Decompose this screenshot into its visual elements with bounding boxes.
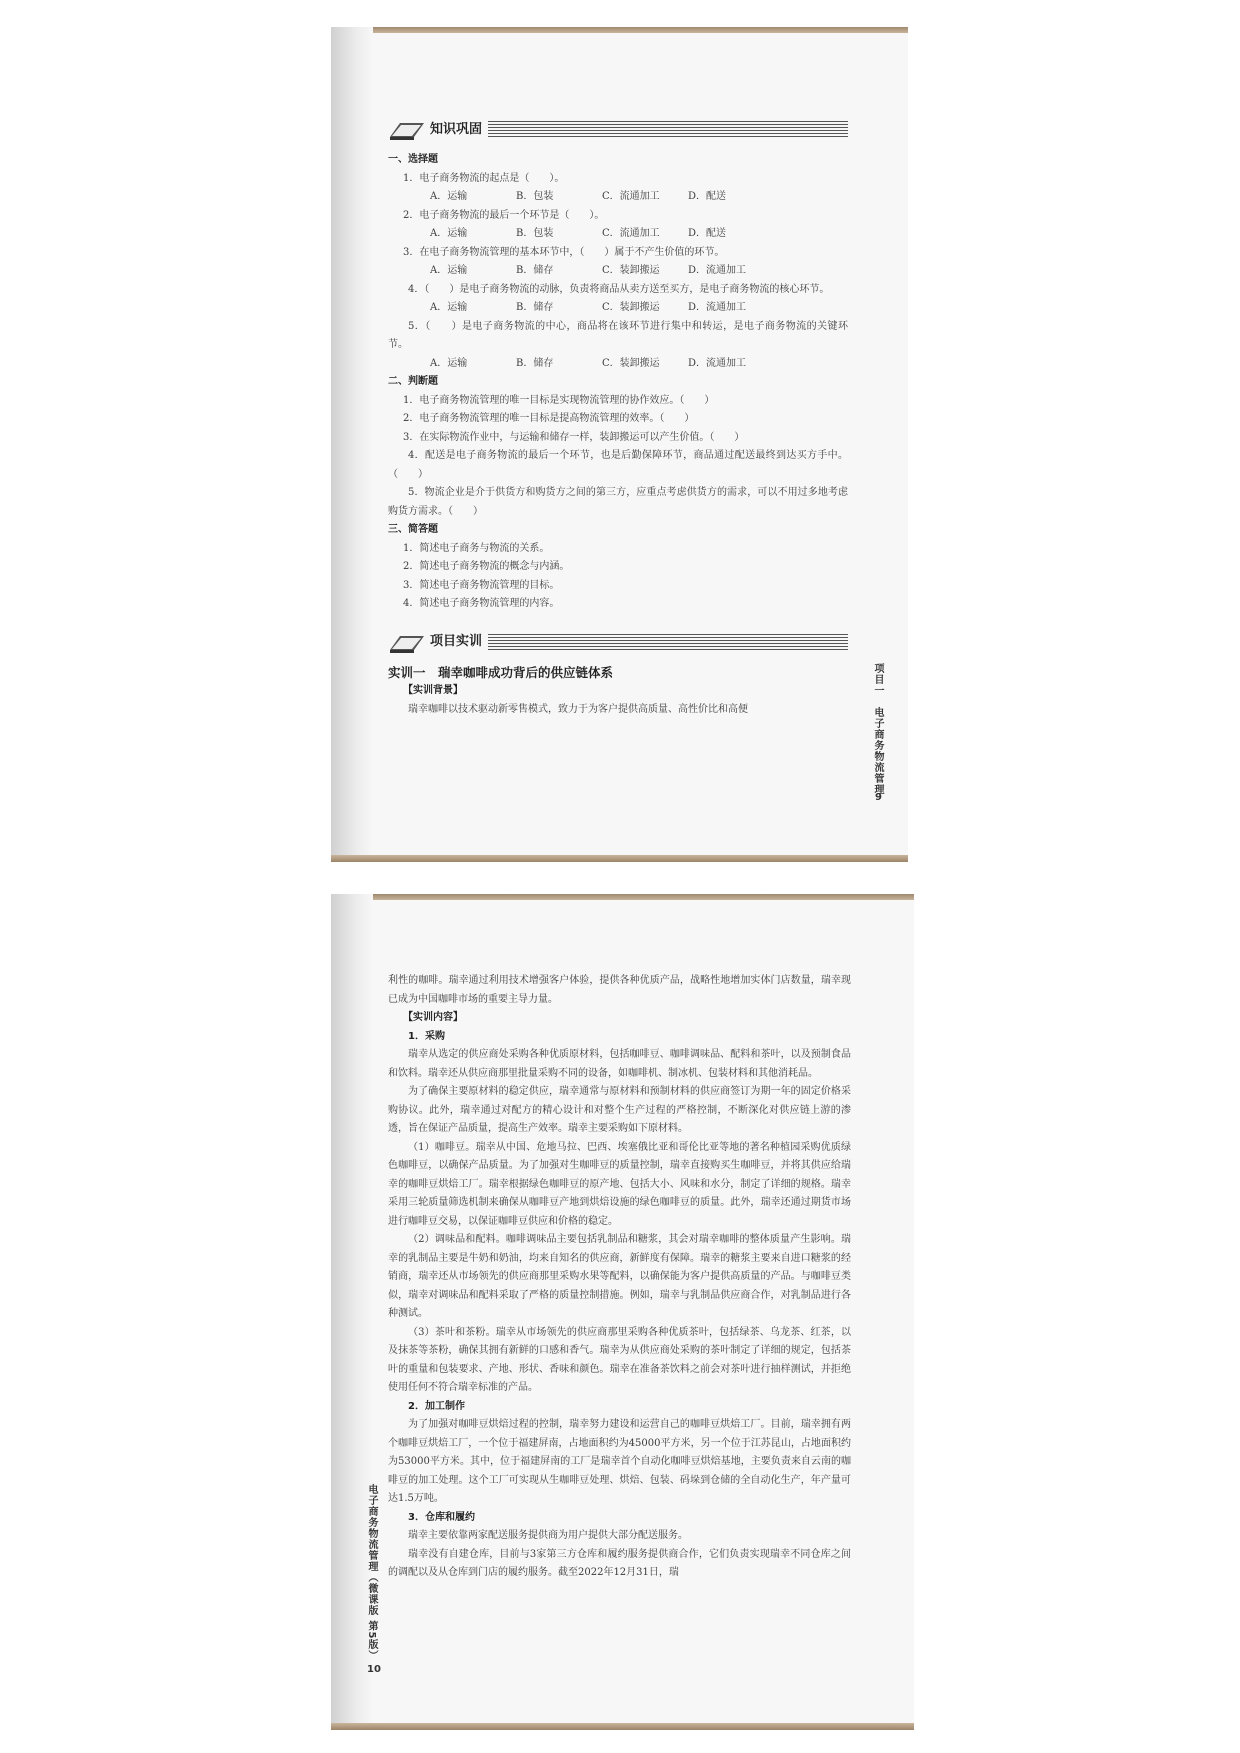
option: B．储存 xyxy=(516,302,554,313)
tf-question-4: 4．配送是电子商务物流的最后一个环节，也是后勤保障环节，商品通过配送最终到达买方手中。（ ） xyxy=(388,450,848,480)
option: B．包装 xyxy=(516,228,554,239)
page-spine-shadow xyxy=(331,27,373,862)
option: A．运输 xyxy=(430,302,468,313)
option: C．装卸搬运 xyxy=(602,357,660,369)
wood-edge-bottom xyxy=(331,1723,914,1730)
background-text: 瑞幸咖啡以技术驱动新零售模式，致力于为客户提供高质量、高性价比和高便 xyxy=(408,703,748,715)
wood-edge-top xyxy=(331,894,914,900)
option: C．流通加工 xyxy=(602,191,660,202)
option: D．流通加工 xyxy=(688,302,747,313)
running-header-chapter: 项目一 电子商务物流管理 xyxy=(872,663,883,795)
paragraph: 为了加强对咖啡豆烘焙过程的控制，瑞幸努力建设和运营自己的咖啡豆烘焙工厂。目前，瑞幸拥有两个咖啡豆烘焙工厂，一个位于福建屏南，占地面积约为45000平方米，另一个位于江苏昆山，占地面积约为53000平方米。其中，位于福建屏南的工厂是瑞幸首个自动化咖啡豆烘焙基地，主要负责来自云南的咖啡豆的加工处理。这个工厂可实现从生咖啡豆处理、烘焙、包装、码垛到仓储的全自动化生产，年产量可达1.5万吨。 xyxy=(388,1419,851,1504)
question-5: 5．（ ）是电子商务物流的中心，商品将在该环节进行集中和转运，是电子商务物流的关键环节。 xyxy=(388,320,848,350)
option: B．储存 xyxy=(516,357,554,369)
option: C．装卸搬运 xyxy=(602,265,660,276)
short-answer-2: 2．简述电子商务物流的概念与内涵。 xyxy=(403,561,570,572)
option: B．储存 xyxy=(516,265,554,276)
book-icon xyxy=(388,119,426,141)
page-number: 10 xyxy=(367,1664,381,1675)
book-icon xyxy=(388,632,426,654)
wood-edge-bottom xyxy=(331,855,908,862)
paragraph: 瑞幸从选定的供应商处采购各种优质原材料，包括咖啡豆、咖啡调味品、配料和茶叶，以及预制食品和饮料。瑞幸还从供应商那里批量采购不同的设备，如咖啡机、制冰机、包装材料和其他消耗品。 xyxy=(388,1049,851,1079)
option: D．流通加工 xyxy=(688,357,747,369)
tf-question-3: 3．在实际物流作业中，与运输和储存一样，装卸搬运可以产生价值。（ ） xyxy=(403,431,745,443)
heading-warehouse: 3．仓库和履约 xyxy=(408,1511,475,1523)
book-page-9 xyxy=(331,27,908,862)
option: C．流通加工 xyxy=(602,228,660,239)
training-heading: 项目实训 xyxy=(430,634,483,650)
question-4: 4．（ ）是电子商务物流的动脉，负责将商品从卖方送至买方，是电子商务物流的核心环节。 xyxy=(408,283,830,295)
heading-processing: 2．加工制作 xyxy=(408,1400,465,1412)
question-1: 1．电子商务物流的起点是（ ）。 xyxy=(403,172,565,184)
paragraph-coffee-beans: （1）咖啡豆。瑞幸从中国、危地马拉、巴西、埃塞俄比亚和哥伦比亚等地的著名种植园采购优质绿色咖啡豆，以确保产品质量。为了加强对生咖啡豆的质量控制，瑞幸直接购买生咖啡豆，并将其供应给瑞幸的咖啡豆烘焙工厂。瑞幸根据绿色咖啡豆的原产地、包括大小、风味和水分，制定了详细的规格。瑞幸采用三轮质量筛选机制来确保从咖啡豆产地到烘焙设施的绿色咖啡豆的质量。此外，瑞幸还通过期货市场进行咖啡豆交易，以保证咖啡豆供应和价格的稳定。 xyxy=(388,1141,851,1227)
option: A．运输 xyxy=(430,265,468,276)
question-5-options xyxy=(388,355,848,374)
page-10-body xyxy=(388,972,851,1583)
question-2-options xyxy=(388,225,848,244)
question-3: 3．在电子商务物流管理的基本环节中，（ ）属于不产生价值的环节。 xyxy=(403,246,725,258)
question-3-options xyxy=(388,262,848,281)
question-2: 2．电子商务物流的最后一个环节是（ ）。 xyxy=(403,209,605,221)
book-page-10 xyxy=(331,894,914,1730)
option: D．配送 xyxy=(688,191,727,202)
question-4-options xyxy=(388,299,848,318)
paragraph-tea: （3）茶叶和茶粉。瑞幸从市场领先的供应商那里采购各种优质茶叶，包括绿茶、乌龙茶、红茶，以及抹茶等茶粉，确保其拥有新鲜的口感和香气。瑞幸为从供应商处采购的茶叶制定了详细的规定，包括茶叶的重量和包装要求、产地、形状、香味和颜色。瑞幸在准备茶饮料之前会对茶叶进行抽样测试，并拒绝使用任何不符合瑞幸标准的产品。 xyxy=(388,1326,851,1393)
option: C．装卸搬运 xyxy=(602,302,660,313)
option: A．运输 xyxy=(430,357,468,369)
option: A．运输 xyxy=(430,228,468,239)
section-title-short-answer: 三、简答题 xyxy=(388,524,438,535)
tf-question-5: 5．物流企业是介于供货方和购货方之间的第三方，应重点考虑供货方的需求，可以不用过多地考虑购货方需求。（ ） xyxy=(388,487,848,517)
page-number: 9 xyxy=(875,792,882,803)
short-answer-3: 3．简述电子商务物流管理的目标。 xyxy=(403,579,560,591)
short-answer-1: 1．简述电子商务与物流的关系。 xyxy=(403,542,550,554)
wood-edge-top xyxy=(331,27,908,33)
short-answer-4: 4．简述电子商务物流管理的内容。 xyxy=(403,598,560,609)
heading-procurement: 1．采购 xyxy=(408,1030,445,1042)
section-title-true-false: 二、判断题 xyxy=(388,376,438,387)
paragraph-continuation: 利性的咖啡。瑞幸通过利用技术增强客户体验，提供各种优质产品，战略性地增加实体门店数量，瑞幸现已成为中国咖啡市场的重要主导力量。 xyxy=(388,975,851,1005)
banner-rules xyxy=(488,634,848,652)
content-label: 【实训内容】 xyxy=(403,1012,463,1023)
paragraph: 瑞幸没有自建仓库，目前与3家第三方仓库和履约服务提供商合作，它们负责实现瑞幸不同仓库之间的调配以及从仓库到门店的履约服务。截至2022年12月31日，瑞 xyxy=(388,1548,851,1578)
paragraph: 瑞幸主要依靠两家配送服务提供商为用户提供大部分配送服务。 xyxy=(408,1530,688,1541)
training-title: 实训一 瑞幸咖啡成功背后的供应链体系 xyxy=(388,664,614,680)
option: D．流通加工 xyxy=(688,265,747,276)
section-title-choice: 一、选择题 xyxy=(388,154,438,165)
running-header-book-title: 电子商务物流管理（微课版 第5版） xyxy=(366,1484,377,1662)
option: B．包装 xyxy=(516,191,554,202)
consolidation-banner xyxy=(388,117,848,143)
page-9-body xyxy=(388,117,848,719)
background-label: 【实训背景】 xyxy=(403,685,463,696)
option: A．运输 xyxy=(430,191,468,202)
training-banner xyxy=(388,630,848,656)
consolidation-heading: 知识巩固 xyxy=(430,121,483,137)
tf-question-1: 1．电子商务物流管理的唯一目标是实现物流管理的协作效应。（ ） xyxy=(403,394,715,406)
option: D．配送 xyxy=(688,228,727,239)
paragraph: 为了确保主要原材料的稳定供应，瑞幸通常与原材料和预制材料的供应商签订为期一年的固定价格采购协议。此外，瑞幸通过对配方的精心设计和对整个生产过程的严格控制，不断深化对供应链上游的渗透，旨在保证产品质量，提高生产效率。瑞幸主要采购如下原材料。 xyxy=(388,1086,851,1134)
question-1-options xyxy=(388,188,848,207)
paragraph-condiments: （2）调味品和配料。咖啡调味品主要包括乳制品和糖浆，其会对瑞幸咖啡的整体质量产生影响。瑞幸的乳制品主要是牛奶和奶油，均来自知名的供应商，新鲜度有保障。瑞幸的糖浆主要来自进口糖浆的经销商，瑞幸还从市场领先的供应商那里采购水果等配料，以确保能为客户提供高质量的产品。与咖啡豆类似，瑞幸对调味品和配料采取了严格的质量控制措施。例如，瑞幸与乳制品供应商合作，对乳制品进行各种测试。 xyxy=(388,1234,851,1319)
banner-rules xyxy=(488,121,848,139)
tf-question-2: 2．电子商务物流管理的唯一目标是提高物流管理的效率。（ ） xyxy=(403,413,695,424)
